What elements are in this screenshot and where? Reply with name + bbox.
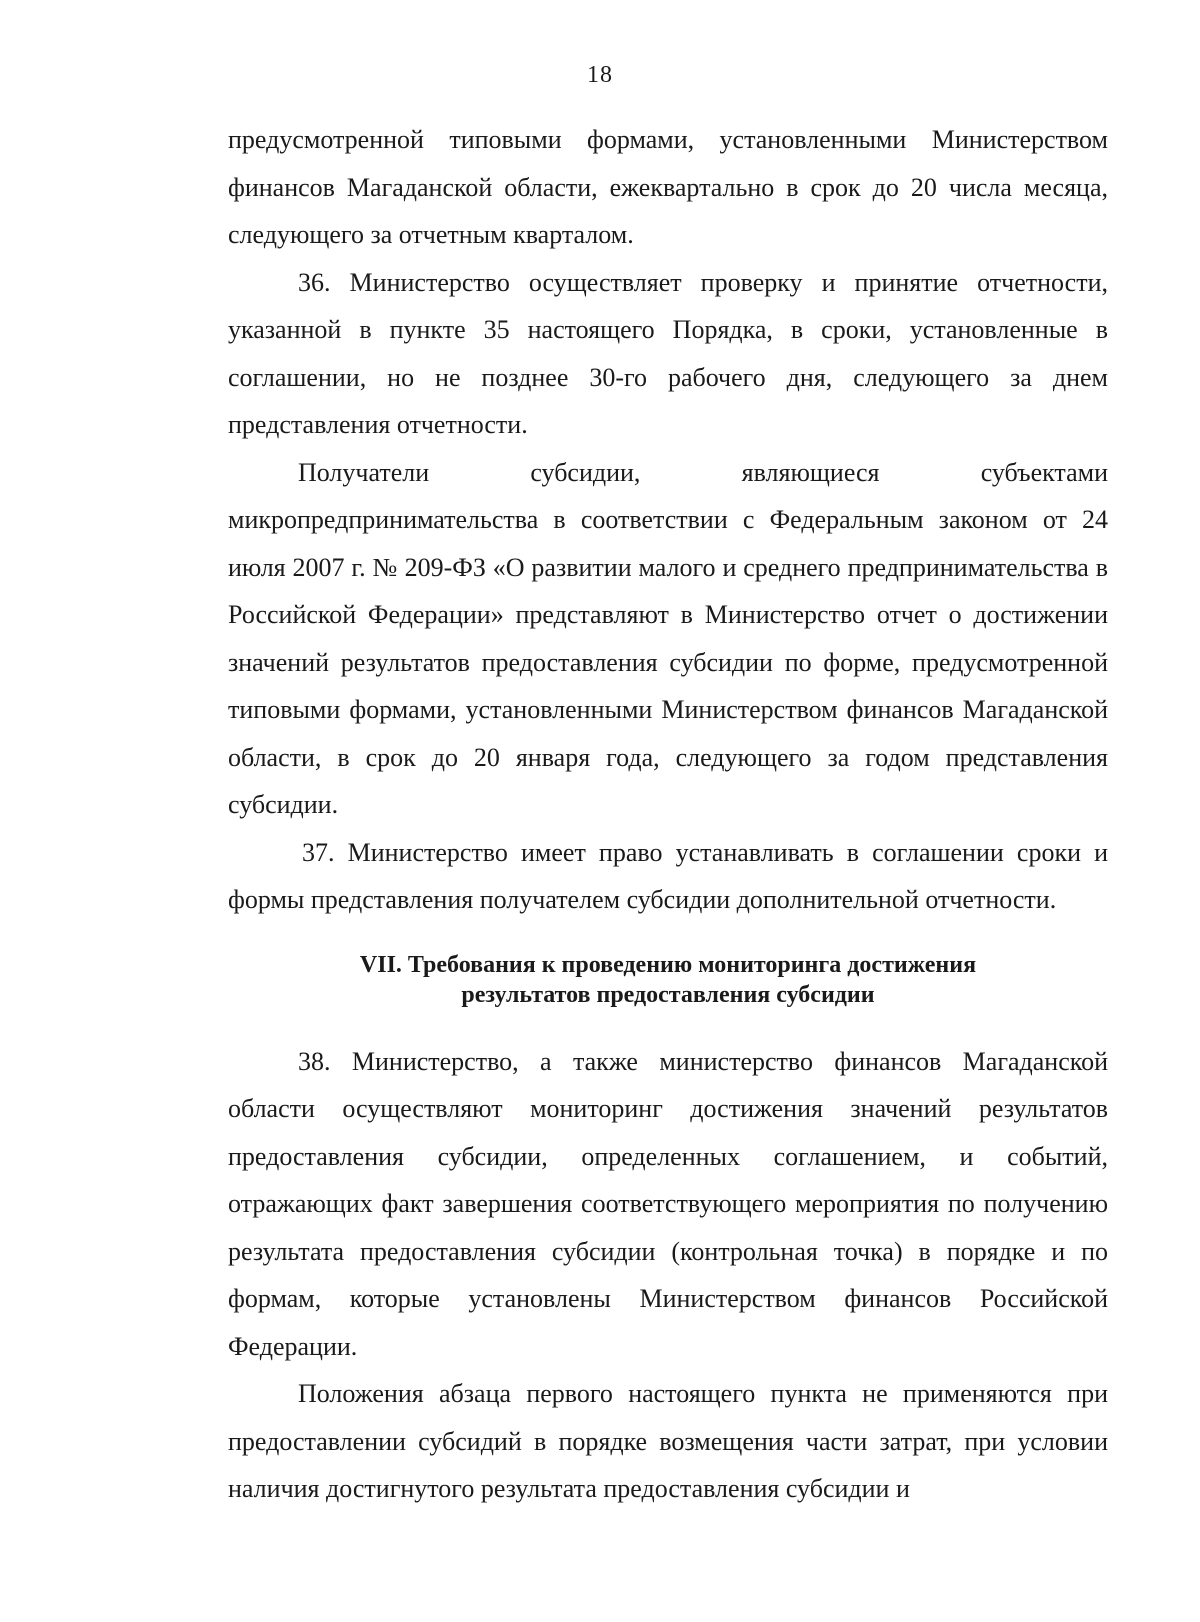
page-number: 18 (587, 62, 613, 88)
document-body (228, 116, 1108, 1513)
paragraph-37: 37. Министерство имеет право устанавливать в соглашении сроки и формы представления получателем субсидии дополнительной отчетности. (228, 837, 1108, 914)
section-heading-line-1: VII. Требования к проведению мониторинга достижения (359, 951, 977, 978)
paragraph-36: 36. Министерство осуществляет проверку и принятие отчетности, указанной в пункте 35 настоящего Порядка, в сроки, установленные в соглашении, но не позднее 30-го рабочего дня, следующего за днем представления отчетности. (228, 267, 1108, 439)
paragraph-38: 38. Министерство, а также министерство финансов Магаданской области осуществляют мониторинг достижения значений результатов предоставления субсидии, определенных соглашением, и событий, отражающих факт завершения соответствующего мероприятия по получению результата предоставления субсидии (контрольная точка) в порядке и по формам, которые установлены Министерством финансов Российской Федерации. (228, 1046, 1108, 1361)
section-heading-line-2: результатов предоставления субсидии (461, 981, 875, 1008)
section-heading (228, 950, 1108, 1010)
paragraph-microenterprise-report: Получатели субсидии, являющиеся субъектами микропредпринимательства в соответствии с Федеральным законом от 24 июля 2007 г. № 209-ФЗ «О развитии малого и среднего предпринимательства в Российской Федерации» представляют в Министерство отчет о достижении значений результатов предоставления субсидии по форме, предусмотренной типовыми формами, установленными Министерством финансов Магаданской области, в срок до 20 января года, следующего за годом представления субсидии. (228, 457, 1108, 819)
paragraph-exception: Положения абзаца первого настоящего пункта не применяются при предоставлении субсидий в порядке возмещения части затрат, при условии наличия достигнутого результата предоставления субсидии и (228, 1379, 1108, 1503)
paragraph-continuation: предусмотренной типовыми формами, установленными Министерством финансов Магаданской области, ежеквартально в срок до 20 числа месяца, следующего за отчетным кварталом. (228, 125, 1108, 249)
